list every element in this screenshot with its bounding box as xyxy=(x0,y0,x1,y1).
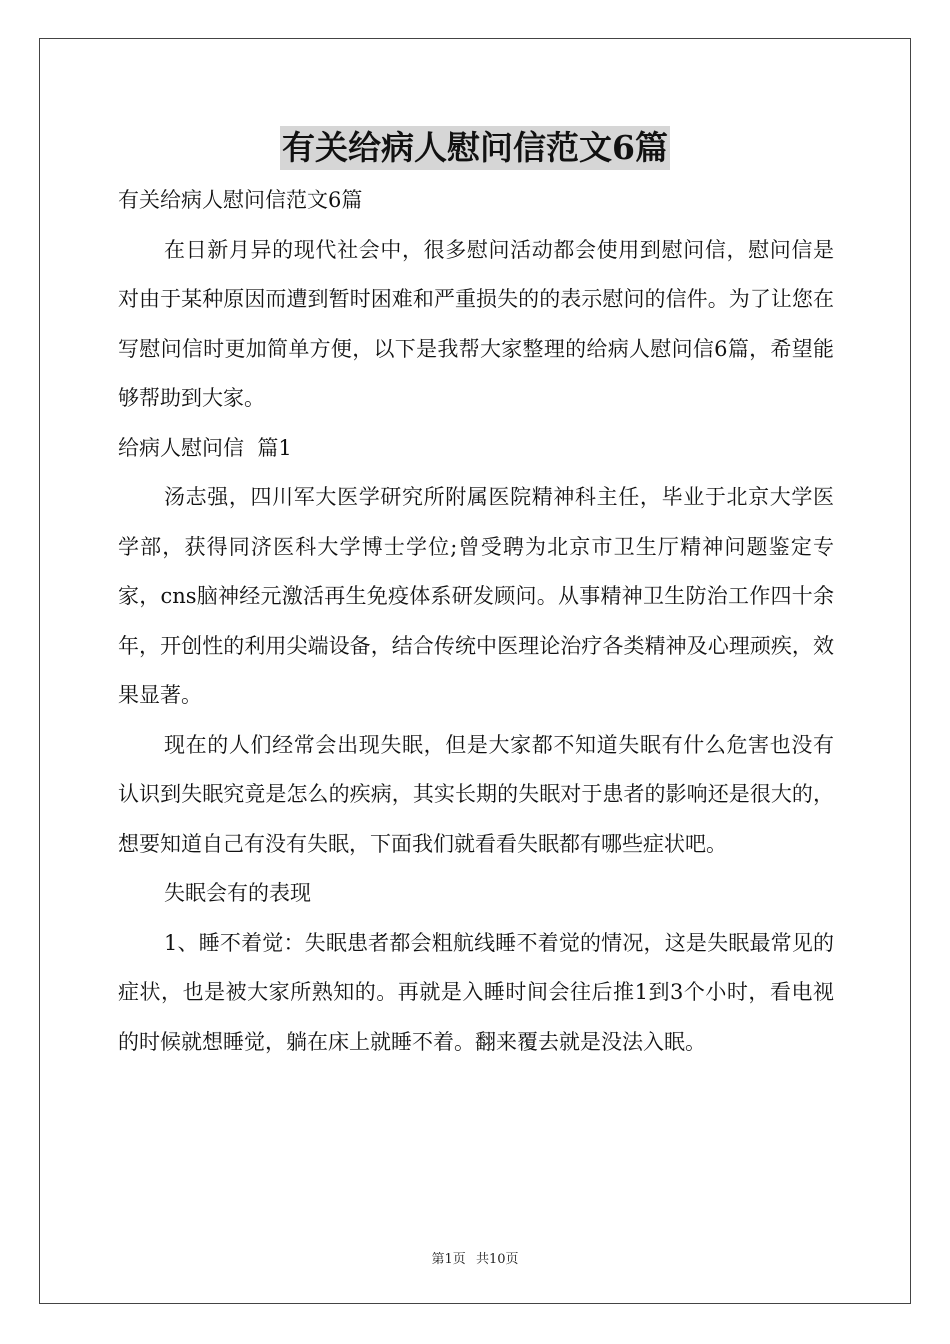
intro-paragraph: 在日新月异的现代社会中，很多慰问活动都会使用到慰问信，慰问信是对由于某种原因而遭到暂时困难和严重损失的的表示慰问的信件。为了让您在写慰问信时更加简单方便，以下是我帮大家整理的给病人慰问信6篇，希望能够帮助到大家。 xyxy=(118,237,834,410)
body-subheading: 失眠会有的表现 xyxy=(164,881,311,905)
document-title[interactable]: 有关给病人慰问信范文6篇 xyxy=(280,126,670,170)
body-paragraph: 1、睡不着觉：失眠患者都会粗航线睡不着觉的情况，这是失眠最常见的症状，也是被大家所熟知的。再就是入睡时间会往后推1到3个小时，看电视的时候就想睡觉，躺在床上就睡不着。翻来覆去就是没法入眠。 xyxy=(118,930,834,1054)
body-paragraph: 现在的人们经常会出现失眠，但是大家都不知道失眠有什么危害也没有认识到失眠究竟是怎么的疾病，其实长期的失眠对于患者的影响还是很大的，想要知道自己有没有失眠，下面我们就看看失眠都有哪些症状吧。 xyxy=(118,732,834,856)
title-container xyxy=(0,126,950,170)
page-number: 第1页 xyxy=(431,1252,466,1267)
document-subtitle: 有关给病人慰问信范文6篇 xyxy=(118,188,363,212)
page-footer xyxy=(0,1248,950,1267)
body-paragraph: 汤志强，四川军大医学研究所附属医院精神科主任，毕业于北京大学医学部，获得同济医科大学博士学位;曾受聘为北京市卫生厅精神问题鉴定专家，cns脑神经元激活再生免疫体系研发顾问。从事精神卫生防治工作四十余年，开创性的利用尖端设备，结合传统中医理论治疗各类精神及心理顽疾，效果显著。 xyxy=(118,485,834,707)
page-total: 共10页 xyxy=(475,1252,519,1267)
document-body xyxy=(118,176,834,1067)
section-heading: 给病人慰问信 篇1 xyxy=(118,435,292,460)
